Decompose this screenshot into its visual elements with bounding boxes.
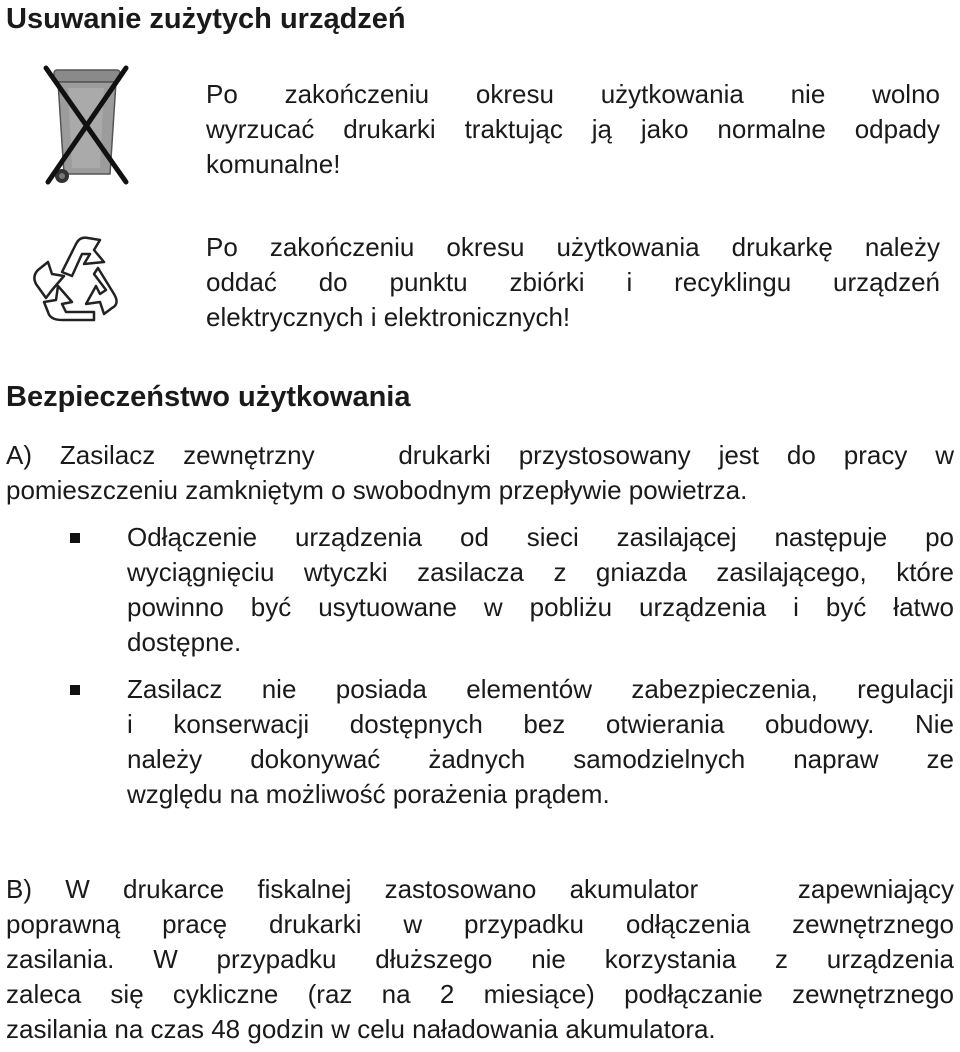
bullet-item-1 — [127, 520, 954, 660]
text-line: oddać do punktu zbiórki i recyklingu urządzeń — [206, 267, 940, 297]
section-title-disposal: Usuwanie zużytych urządzeń — [6, 3, 406, 35]
text-line: wyrzucać drukarki traktując ją jako normalne odpady — [206, 114, 940, 144]
text-line: pomieszczeniu zamkniętym o swobodnym przepływie powietrza. — [6, 475, 748, 505]
text-line: A) Zasilacz zewnętrzny drukarki przystosowany jest do pracy w — [6, 440, 954, 470]
text-line: powinno być usytuowane w pobliżu urządzenia i być łatwo — [127, 592, 954, 622]
crossed-bin-icon — [40, 64, 132, 188]
bullet-marker — [70, 533, 80, 543]
text-line: dostępne. — [127, 627, 242, 657]
text-line: B) W drukarce fiskalnej zastosowano akumulator zapewniający — [6, 874, 954, 904]
recycle-icon — [28, 228, 140, 340]
text-line: Po zakończeniu okresu użytkowania nie wolno — [206, 79, 940, 109]
text-line: zasilania. W przypadku dłuższego nie korzystania z urządzenia — [6, 944, 954, 974]
text-line: poprawną pracę drukarki w przypadku odłączenia zewnętrznego — [6, 909, 954, 939]
text-line: komunalne! — [206, 149, 341, 179]
text-line: należy dokonywać żadnych samodzielnych napraw ze — [127, 744, 954, 774]
safety-paragraph-a — [6, 438, 954, 508]
text-line: i konserwacji dostępnych bez otwierania obudowy. Nie — [127, 709, 954, 739]
text-line: Po zakończeniu okresu użytkowania drukarkę należy — [206, 232, 940, 262]
safety-paragraph-b — [6, 872, 954, 1047]
disposal-paragraph-1 — [206, 77, 940, 182]
bullet-marker — [70, 685, 80, 695]
text-line: zasilania na czas 48 godzin w celu naładowania akumulatora. — [6, 1014, 716, 1044]
section-title-safety: Bezpieczeństwo użytkowania — [6, 381, 411, 413]
text-line: Zasilacz nie posiada elementów zabezpieczenia, regulacji — [127, 674, 954, 704]
bullet-item-2 — [127, 672, 954, 812]
text-line: względu na możliwość porażenia prądem. — [127, 779, 610, 809]
text-line: elektrycznych i elektronicznych! — [206, 302, 571, 332]
disposal-paragraph-2 — [206, 230, 940, 335]
text-line: zaleca się cykliczne (raz na 2 miesiące) podłączanie zewnętrznego — [6, 979, 954, 1009]
text-line: Odłączenie urządzenia od sieci zasilającej następuje po — [127, 522, 954, 552]
text-line: wyciągnięciu wtyczki zasilacza z gniazda zasilającego, które — [127, 557, 954, 587]
